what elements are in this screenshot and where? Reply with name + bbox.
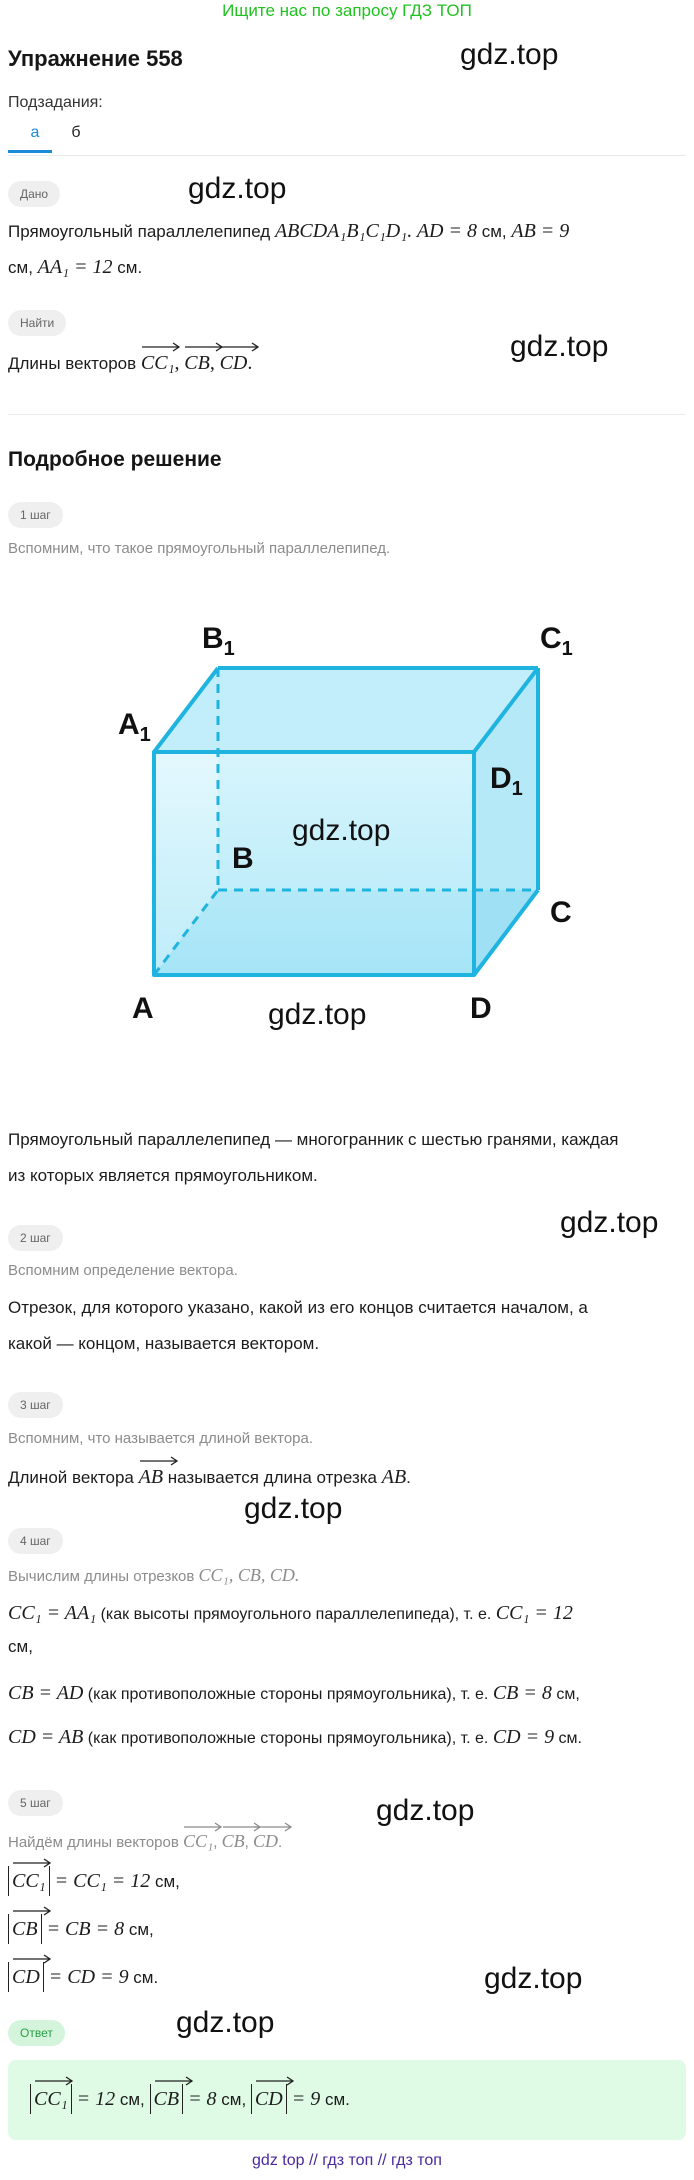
given-line-2: см, AA₁ = 12 см. [8,256,143,278]
step-4-line-1-unit: см, [8,1637,33,1656]
tabs-divider [8,155,686,156]
watermark: gdz.top [292,814,391,847]
footer-links[interactable]: gdz top // гдз топ // гдз топ [252,2152,442,2169]
tab-a-underline [8,150,52,153]
step-2-text-1: Отрезок, для которого указано, какой из его концов считается началом, а [8,1298,588,1317]
answer-tag: Ответ [8,2020,65,2046]
step-4-hint: Вычислим длины отрезков CC₁, CB, CD. [8,1565,300,1585]
label-c1: $C_1$ [540,622,573,660]
vector-ab: AB [139,1464,163,1490]
label-a: A [132,992,154,1025]
step-1-text-1: Прямоугольный параллелепипед — многогранник с шестью гранями, каждая [8,1130,619,1149]
find-tag: Найти [8,310,66,336]
front-face [154,752,474,975]
label-a1: $A_1$ [118,708,151,746]
vector-cb: CB [184,350,210,376]
step-5-result-3: CD = CD = 9 см. [8,1962,158,1992]
step-2-text-2: какой — концом, называется вектором. [8,1334,320,1353]
step-3-tag: 3 шаг [8,1392,63,1418]
step-3-text: Длиной вектора AB называется длина отрезка AB. [8,1464,411,1491]
vector-cc1: CC₁ [141,350,175,376]
given-math-2: AB = 9 [511,220,570,242]
watermark: gdz.top [510,330,609,363]
top-face [154,668,538,752]
step-4-line-2: CB = AD (как противоположные стороны прямоугольника), т. е. CB = 8 см, [8,1682,580,1704]
watermark: gdz.top [244,1492,343,1525]
find-line: Длины векторов CC₁, CB, CD. [8,350,252,377]
watermark: gdz.top [176,2006,275,2039]
given-math-3: AA₁ = 12 [37,256,113,278]
solution-title: Подробное решение [8,448,222,471]
given-math-1: ABCDA₁B₁C₁D₁. AD = 8 [274,220,477,242]
label-c: C [550,896,572,929]
step-1-hint: Вспомним, что такое прямоугольный параллелепипед. [8,540,391,557]
vector-cd: CD [220,350,248,376]
section-divider [8,414,686,415]
given-tag: Дано [8,181,60,207]
label-d: D [470,992,492,1025]
watermark: gdz.top [268,998,367,1031]
watermark: gdz.top [188,172,287,205]
watermark: gdz.top [484,1962,583,1995]
watermark: gdz.top [460,38,559,71]
step-1-tag: 1 шаг [8,502,63,528]
step-2-hint: Вспомним определение вектора. [8,1262,238,1279]
tab-a[interactable]: а [30,124,40,141]
step-3-hint: Вспомним, что называется длиной вектора. [8,1430,314,1447]
label-b: B [232,842,254,875]
step-4-line-1: CC₁ = AA₁ (как высоты прямоугольного параллелепипеда), т. е. CC₁ = 12 [8,1602,573,1624]
step-5-hint: Найдём длины векторов CC₁, CB, CD. [8,1830,282,1854]
watermark: gdz.top [560,1206,659,1239]
step-1-text-2: из которых является прямоугольником. [8,1166,318,1185]
parallelepiped-figure [0,600,694,1060]
watermark: gdz.top [376,1794,475,1827]
tab-b[interactable]: б [71,124,81,141]
step-4-line-3: CD = AB (как противоположные стороны прямоугольника), т. е. CD = 9 см. [8,1726,582,1748]
step-5-result-2: CB = CB = 8 см, [8,1914,154,1944]
label-d1: $D_1$ [490,762,523,800]
subtasks-label: Подзадания: [8,94,103,111]
step-4-tag: 4 шаг [8,1528,63,1554]
step-5-result-1: CC₁ = CC₁ = 12 см, [8,1866,180,1896]
answer-line: CC₁ = 12 см, CB = 8 см, CD = 9 см. [30,2084,350,2114]
page-title: Упражнение 558 [8,46,183,71]
given-line-1: Прямоугольный параллелепипед ABCDA₁B₁C₁D₁. AD = 8 см, AB = 9 [8,220,570,242]
step-5-tag: 5 шаг [8,1790,63,1816]
label-b1: $B_1$ [202,622,235,660]
top-search-link[interactable]: Ищите нас по запросу ГДЗ ТОП [222,1,472,20]
step-2-tag: 2 шаг [8,1225,63,1251]
